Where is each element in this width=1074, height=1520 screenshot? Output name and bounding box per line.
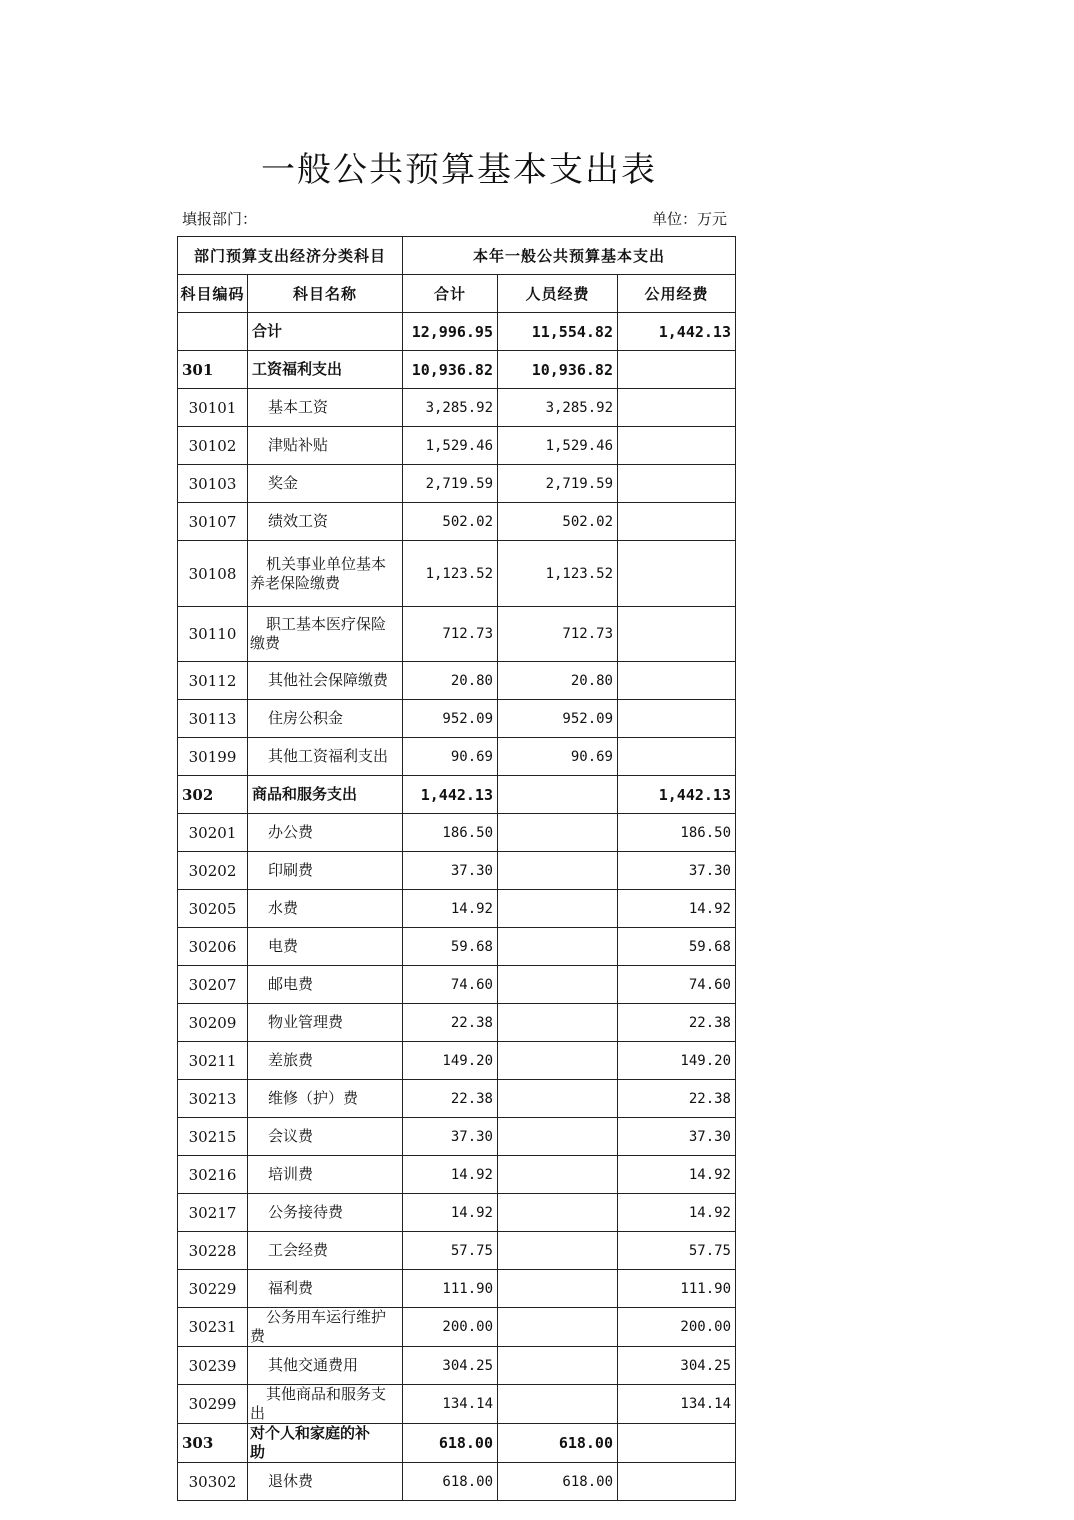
cell-name: 绩效工资 [248, 503, 403, 541]
cell-name: 培训费 [248, 1156, 403, 1194]
table-row [178, 1004, 736, 1042]
cell-name-line-1: 其他商品和服务支 [266, 1385, 387, 1403]
table-row [178, 814, 736, 852]
cell-name: 工资福利支出 [248, 351, 403, 389]
cell-personnel [498, 1042, 618, 1080]
cell-total: 186.50 [403, 814, 498, 852]
cell-public: 74.60 [618, 966, 736, 1004]
cell-name-line-1: 职工基本医疗保险 [266, 615, 387, 633]
cell-name [248, 607, 403, 662]
cell-personnel: 20.80 [498, 662, 618, 700]
cell-name [248, 1308, 403, 1347]
cell-personnel [498, 814, 618, 852]
cell-total: 618.00 [403, 1424, 498, 1463]
cell-total: 37.30 [403, 852, 498, 890]
cell-public: 37.30 [618, 852, 736, 890]
table-row [178, 662, 736, 700]
cell-code: 30239 [178, 1347, 248, 1385]
cell-total: 14.92 [403, 1194, 498, 1232]
cell-name-line-1: 机关事业单位基本 [266, 554, 387, 573]
cell-code: 30215 [178, 1118, 248, 1156]
cell-code: 30229 [178, 1270, 248, 1308]
table-row [178, 389, 736, 427]
cell-name-line-1: 公务用车运行维护 [266, 1308, 387, 1326]
table-row [178, 1463, 736, 1501]
cell-public [618, 465, 736, 503]
cell-personnel: 712.73 [498, 607, 618, 662]
cell-name [248, 541, 403, 607]
cell-name: 印刷费 [248, 852, 403, 890]
table-row [178, 738, 736, 776]
cell-code: 30206 [178, 928, 248, 966]
cell-total: 37.30 [403, 1118, 498, 1156]
header-personnel: 人员经费 [498, 275, 618, 313]
cell-name: 差旅费 [248, 1042, 403, 1080]
cell-total: 3,285.92 [403, 389, 498, 427]
cell-total: 618.00 [403, 1463, 498, 1501]
cell-name: 办公费 [248, 814, 403, 852]
cell-code: 30213 [178, 1080, 248, 1118]
header-group-row [178, 237, 736, 275]
cell-public [618, 503, 736, 541]
cell-personnel: 618.00 [498, 1463, 618, 1501]
cell-personnel [498, 1232, 618, 1270]
cell-personnel [498, 966, 618, 1004]
cell-total: 111.90 [403, 1270, 498, 1308]
table-row [178, 1270, 736, 1308]
cell-total: 12,996.95 [403, 313, 498, 351]
header-group-right: 本年一般公共预算基本支出 [403, 237, 736, 275]
cell-total: 149.20 [403, 1042, 498, 1080]
cell-code: 301 [178, 351, 248, 389]
cell-personnel: 2,719.59 [498, 465, 618, 503]
table-row [178, 1118, 736, 1156]
cell-code: 30201 [178, 814, 248, 852]
cell-public [618, 351, 736, 389]
header-total: 合计 [403, 275, 498, 313]
cell-personnel: 502.02 [498, 503, 618, 541]
cell-total: 2,719.59 [403, 465, 498, 503]
cell-total: 14.92 [403, 890, 498, 928]
cell-total: 1,123.52 [403, 541, 498, 607]
cell-code: 30103 [178, 465, 248, 503]
cell-personnel [498, 1308, 618, 1347]
cell-total: 10,936.82 [403, 351, 498, 389]
table-row [178, 1308, 736, 1347]
cell-code: 30102 [178, 427, 248, 465]
cell-personnel [498, 1270, 618, 1308]
cell-public: 57.75 [618, 1232, 736, 1270]
cell-code: 30209 [178, 1004, 248, 1042]
cell-public: 111.90 [618, 1270, 736, 1308]
table-row [178, 465, 736, 503]
cell-public [618, 541, 736, 607]
cell-name-line-2: 缴费 [250, 634, 281, 652]
cell-name: 住房公积金 [248, 700, 403, 738]
cell-public: 14.92 [618, 1194, 736, 1232]
cell-public: 186.50 [618, 814, 736, 852]
table-row [178, 607, 736, 662]
cell-public [618, 1463, 736, 1501]
table-row [178, 503, 736, 541]
cell-code: 30211 [178, 1042, 248, 1080]
header-group-left: 部门预算支出经济分类科目 [178, 237, 403, 275]
header-public: 公用经费 [618, 275, 736, 313]
cell-personnel [498, 1156, 618, 1194]
cell-code: 30302 [178, 1463, 248, 1501]
cell-personnel [498, 1347, 618, 1385]
table-row [178, 1232, 736, 1270]
cell-code: 30110 [178, 607, 248, 662]
cell-code [178, 313, 248, 351]
cell-personnel [498, 1004, 618, 1042]
cell-personnel: 11,554.82 [498, 313, 618, 351]
cell-name [248, 1385, 403, 1424]
unit-label: 单位：万元 [652, 210, 728, 228]
cell-public [618, 1424, 736, 1463]
cell-name: 会议费 [248, 1118, 403, 1156]
cell-total: 74.60 [403, 966, 498, 1004]
table-row [178, 1156, 736, 1194]
cell-personnel: 90.69 [498, 738, 618, 776]
table-row [178, 1424, 736, 1463]
cell-name: 基本工资 [248, 389, 403, 427]
cell-total: 134.14 [403, 1385, 498, 1424]
cell-name: 退休费 [248, 1463, 403, 1501]
header-name: 科目名称 [248, 275, 403, 313]
cell-personnel: 1,123.52 [498, 541, 618, 607]
table-row [178, 541, 736, 607]
cell-total: 90.69 [403, 738, 498, 776]
cell-public: 1,442.13 [618, 776, 736, 814]
cell-code: 30231 [178, 1308, 248, 1347]
table-row [178, 966, 736, 1004]
cell-name-line-1: 对个人和家庭的补 [250, 1424, 371, 1442]
cell-total: 20.80 [403, 662, 498, 700]
cell-total: 22.38 [403, 1004, 498, 1042]
cell-name: 维修（护）费 [248, 1080, 403, 1118]
cell-name: 其他社会保障缴费 [248, 662, 403, 700]
table-row [178, 427, 736, 465]
cell-public: 59.68 [618, 928, 736, 966]
table-row [178, 700, 736, 738]
table-row [178, 852, 736, 890]
cell-name: 福利费 [248, 1270, 403, 1308]
cell-personnel [498, 1194, 618, 1232]
cell-name: 公务接待费 [248, 1194, 403, 1232]
cell-personnel [498, 776, 618, 814]
cell-public: 149.20 [618, 1042, 736, 1080]
cell-code: 30108 [178, 541, 248, 607]
cell-personnel: 10,936.82 [498, 351, 618, 389]
cell-total: 1,442.13 [403, 776, 498, 814]
cell-name: 其他交通费用 [248, 1347, 403, 1385]
cell-name: 物业管理费 [248, 1004, 403, 1042]
table-row [178, 313, 736, 351]
cell-public: 37.30 [618, 1118, 736, 1156]
cell-total: 502.02 [403, 503, 498, 541]
cell-public [618, 700, 736, 738]
cell-code: 303 [178, 1424, 248, 1463]
cell-name-line-2: 养老保险缴费 [250, 573, 341, 592]
cell-public [618, 427, 736, 465]
budget-table [177, 236, 736, 1501]
cell-personnel: 1,529.46 [498, 427, 618, 465]
cell-name: 商品和服务支出 [248, 776, 403, 814]
cell-public [618, 738, 736, 776]
cell-name [248, 1424, 403, 1463]
cell-code: 302 [178, 776, 248, 814]
cell-code: 30199 [178, 738, 248, 776]
cell-name-line-2: 出 [250, 1404, 266, 1422]
cell-total: 200.00 [403, 1308, 498, 1347]
cell-code: 30205 [178, 890, 248, 928]
table-row [178, 928, 736, 966]
cell-name: 邮电费 [248, 966, 403, 1004]
cell-public: 134.14 [618, 1385, 736, 1424]
table-row [178, 776, 736, 814]
cell-code: 30202 [178, 852, 248, 890]
cell-total: 14.92 [403, 1156, 498, 1194]
table-row [178, 351, 736, 389]
page-title: 一般公共预算基本支出表 [261, 150, 657, 190]
cell-name: 合计 [248, 313, 403, 351]
table-row [178, 1042, 736, 1080]
cell-code: 30107 [178, 503, 248, 541]
cell-name: 水费 [248, 890, 403, 928]
cell-name-line-2: 助 [250, 1443, 266, 1461]
cell-code: 30217 [178, 1194, 248, 1232]
cell-name: 津贴补贴 [248, 427, 403, 465]
cell-code: 30112 [178, 662, 248, 700]
cell-total: 59.68 [403, 928, 498, 966]
cell-code: 30113 [178, 700, 248, 738]
cell-public: 22.38 [618, 1080, 736, 1118]
cell-personnel: 618.00 [498, 1424, 618, 1463]
cell-name: 奖金 [248, 465, 403, 503]
cell-total: 712.73 [403, 607, 498, 662]
cell-public [618, 607, 736, 662]
cell-name: 其他工资福利支出 [248, 738, 403, 776]
cell-public: 22.38 [618, 1004, 736, 1042]
header-column-row [178, 275, 736, 313]
cell-personnel [498, 852, 618, 890]
cell-personnel [498, 890, 618, 928]
cell-personnel [498, 1385, 618, 1424]
cell-total: 304.25 [403, 1347, 498, 1385]
cell-name: 电费 [248, 928, 403, 966]
table-row [178, 890, 736, 928]
cell-code: 30299 [178, 1385, 248, 1424]
cell-public: 304.25 [618, 1347, 736, 1385]
cell-personnel [498, 928, 618, 966]
cell-code: 30216 [178, 1156, 248, 1194]
cell-personnel: 3,285.92 [498, 389, 618, 427]
cell-name: 工会经费 [248, 1232, 403, 1270]
cell-code: 30228 [178, 1232, 248, 1270]
cell-public: 200.00 [618, 1308, 736, 1347]
cell-total: 952.09 [403, 700, 498, 738]
table-row [178, 1347, 736, 1385]
cell-public [618, 662, 736, 700]
cell-personnel [498, 1080, 618, 1118]
cell-public [618, 389, 736, 427]
cell-total: 22.38 [403, 1080, 498, 1118]
cell-code: 30207 [178, 966, 248, 1004]
table-row [178, 1080, 736, 1118]
table-row [178, 1194, 736, 1232]
fill-unit-label: 填报部门： [182, 210, 258, 228]
cell-personnel: 952.09 [498, 700, 618, 738]
cell-personnel [498, 1118, 618, 1156]
cell-public: 14.92 [618, 890, 736, 928]
cell-total: 1,529.46 [403, 427, 498, 465]
cell-name-line-2: 费 [250, 1327, 266, 1345]
header-code: 科目编码 [178, 275, 248, 313]
cell-total: 57.75 [403, 1232, 498, 1270]
cell-public: 14.92 [618, 1156, 736, 1194]
cell-public: 1,442.13 [618, 313, 736, 351]
table-row [178, 1385, 736, 1424]
cell-code: 30101 [178, 389, 248, 427]
